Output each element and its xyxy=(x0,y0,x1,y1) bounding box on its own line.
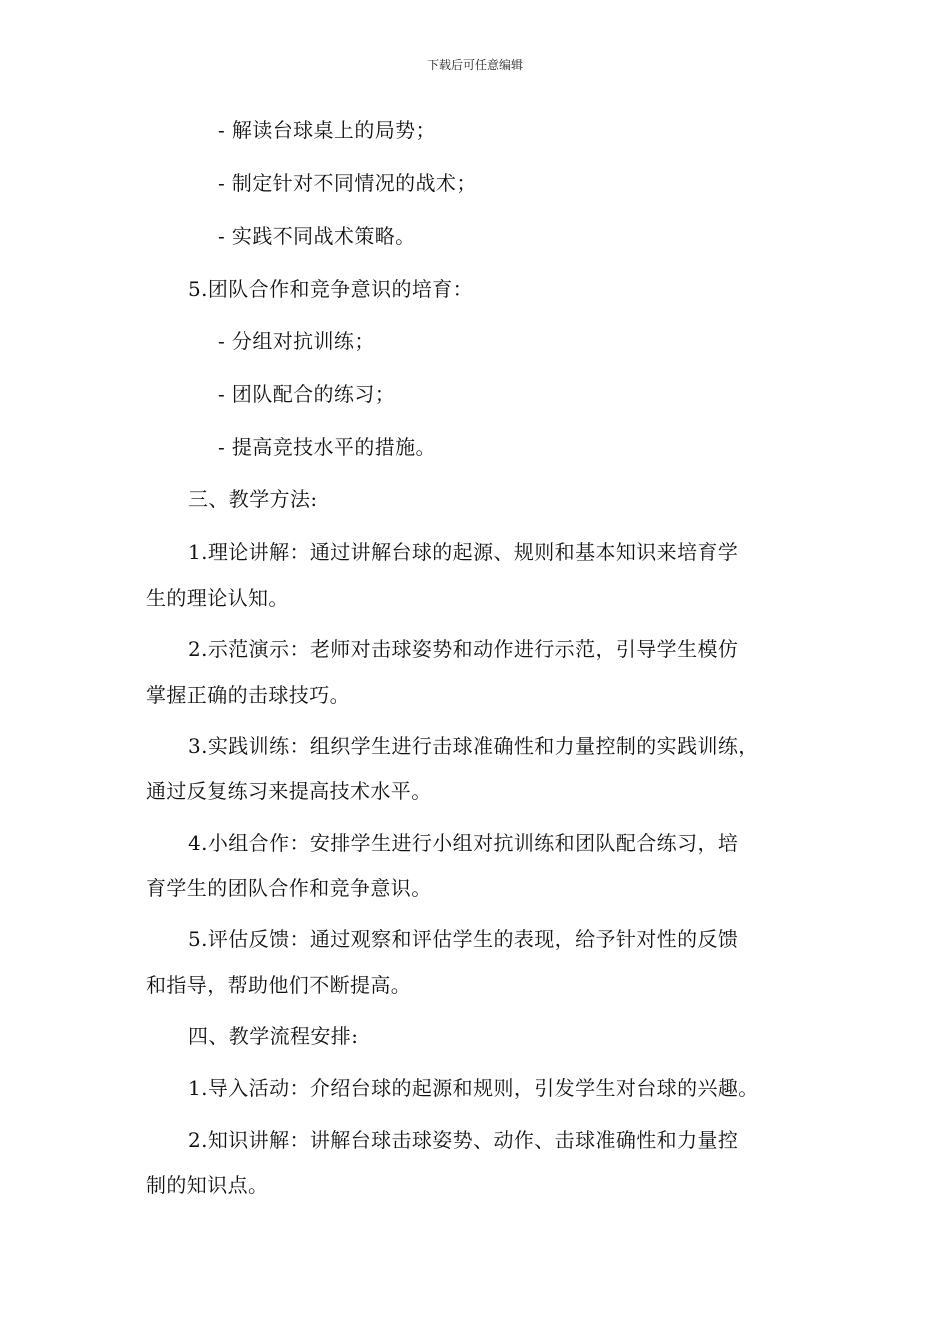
method-3-line1: 3.实践训练：组织学生进行击球准确性和力量控制的实践训练， xyxy=(188,734,759,758)
sub-item-practice-tactics: - 实践不同战术策略。 xyxy=(218,224,416,248)
method-2-line1: 2.示范演示：老师对击球姿势和动作进行示范，引导学生模仿 xyxy=(188,637,739,661)
section4-heading: 四、教学流程安排: xyxy=(188,1024,359,1048)
section3-heading: 三、教学方法: xyxy=(188,487,318,511)
method-2-line2: 掌握正确的击球技巧。 xyxy=(146,683,350,707)
method-1-line2: 生的理论认知。 xyxy=(146,586,289,610)
method-4-line1: 4.小组合作：安排学生进行小组对抗训练和团队配合练习，培 xyxy=(188,831,739,855)
sub-item-improve-level: - 提高竞技水平的措施。 xyxy=(218,435,436,459)
sub-item-group-training: - 分组对抗训练； xyxy=(218,329,375,353)
sub-item-team-practice: - 团队配合的练习； xyxy=(218,382,396,406)
flow-1: 1.导入活动：介绍台球的起源和规则，引发学生对台球的兴趣。 xyxy=(188,1076,759,1100)
method-3-line2: 通过反复练习来提高技术水平。 xyxy=(146,779,432,803)
flow-2-line1: 2.知识讲解：讲解台球击球姿势、动作、击球准确性和力量控 xyxy=(188,1128,739,1152)
flow-2-line2: 制的知识点。 xyxy=(146,1173,269,1197)
method-5-line2: 和指导，帮助他们不断提高。 xyxy=(146,973,412,997)
sub-item-make-tactics: - 制定针对不同情况的战术； xyxy=(218,171,477,195)
sub-item-read-situation: - 解读台球桌上的局势； xyxy=(218,118,436,142)
method-1-line1: 1.理论讲解：通过讲解台球的起源、规则和基本知识来培育学 xyxy=(188,540,739,564)
method-4-line2: 育学生的团队合作和竞争意识。 xyxy=(146,876,432,900)
page-header: 下载后可任意编辑 xyxy=(426,58,523,72)
item5-title: 5.团队合作和竞争意识的培育： xyxy=(188,277,474,301)
method-5-line1: 5.评估反馈：通过观察和评估学生的表现，给予针对性的反馈 xyxy=(188,927,739,951)
